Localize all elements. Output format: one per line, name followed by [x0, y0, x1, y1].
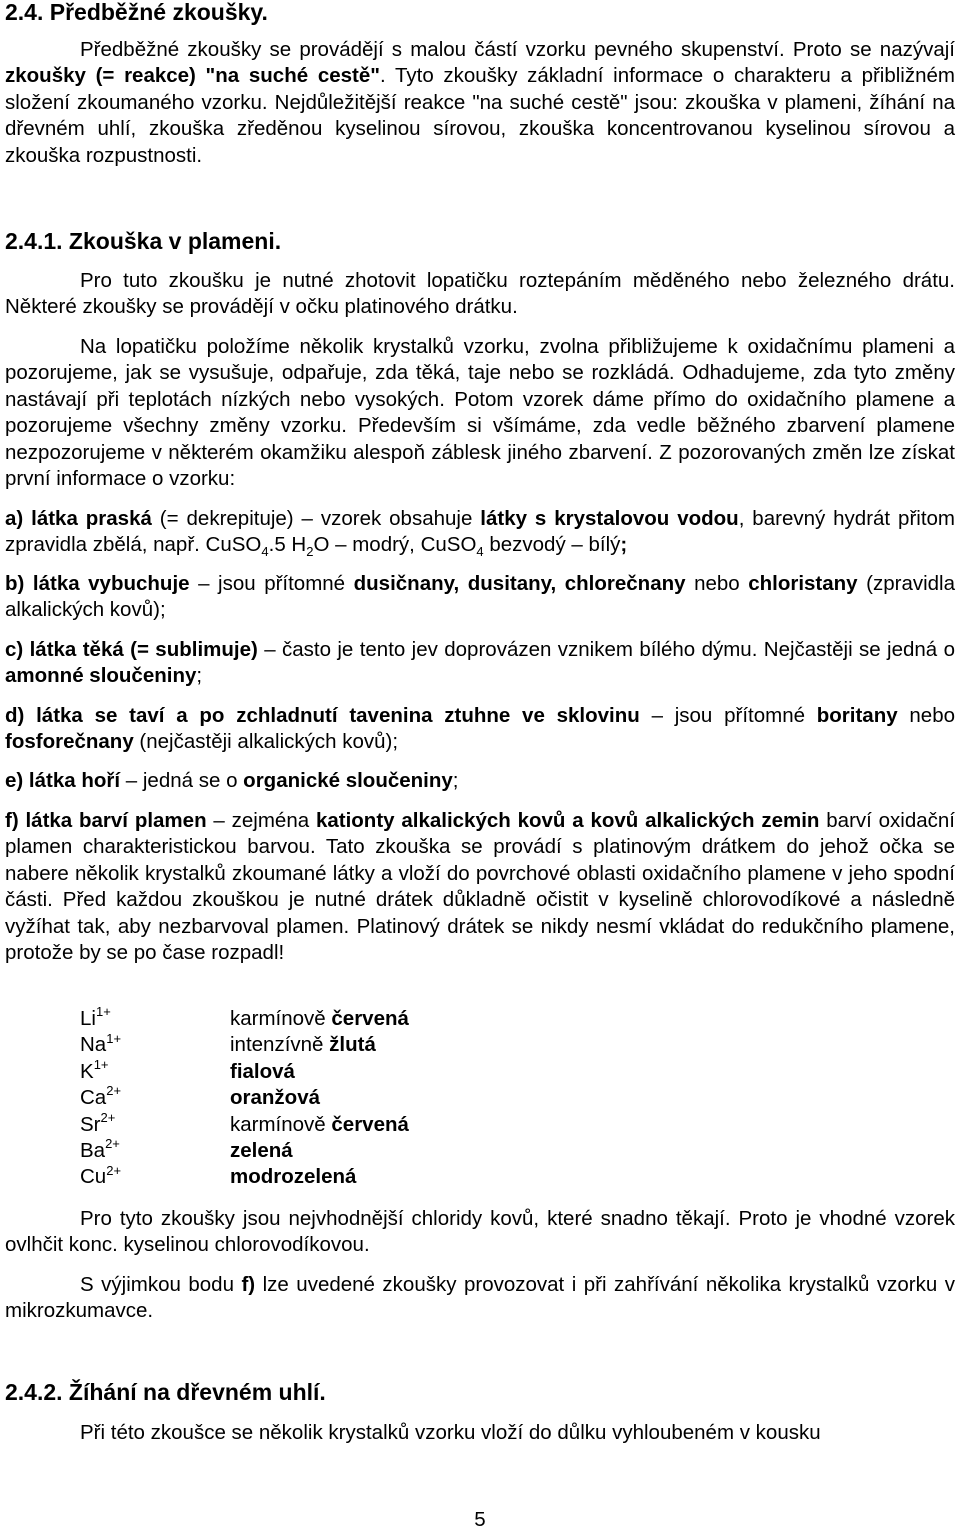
- list-item-b: b) látka vybuchuje – jsou přítomné dusičnany, dusitany, chlorečnany nebo chloristany (zpravidla alkalických kovů);: [5, 572, 956, 622]
- subsection-1-paragraph-4: S výjimkou bodu f) lze uvedené zkoušky provozovat i při zahřívání několika krystalků vzorku v mikrozkumavce.: [5, 1273, 955, 1323]
- subsection-1-heading: 2.4.1. Zkouška v plameni.: [5, 228, 282, 254]
- list-item-c: c) látka těká (= sublimuje) – často je tento jev doprovázen vznikem bílého dýmu. Nejčastěji se jedná o amonné sloučeniny;: [5, 638, 955, 688]
- intro-text-1: Předběžné zkoušky se provádějí s malou částí vzorku pevného skupenství. Proto se nazývají: [80, 38, 955, 61]
- intro-bold-term: zkoušky (= reakce) "na suché cestě": [5, 64, 380, 88]
- list-item-a: a) látka praská (= dekrepituje) – vzorek obsahuje látky s krystalovou vodou, barevný hydrát přitom zpravidla zbělá, např. CuSO$_4$.5 $H_2O$ – modrý, CuSO$_4$ bezvodý – bílý;: [5, 507, 955, 560]
- intro-text-2: . Tyto zkoušky základní informace o charakteru a přibližném složení zkoumaného vzorku. Nejdůležitější reakce "na suché cestě" jsou: zkouška v plameni, žíhání na dřevném uhlí, zkouška zředěnou kyselinou sírovou, zkouška koncentrovanou kyselinou sírovou a zkouška rozpustnosti.: [5, 64, 955, 167]
- subsection-1-paragraph-2: Na lopatičku položíme několik krystalků vzorku, zvolna přibližujeme k oxidačnímu plameni a pozorujeme, jak se vysušuje, odpařuje, zda těká, taje nebo se rozkládá. Odhadujeme, zda tyto změny nastávají při teplotách nízkých nebo vysokých. Potom vzorek dáme přímo do oxidačního plamene a pozorujeme všechny změny vzorku. Především si všímáme, zda vedle běžného zbarvení plamene nezpozorujeme v některém okamžiku alespoň záblesk jiného zbarvení. Z pozorovaných změn lze získat první informace o vzorku:: [5, 335, 955, 491]
- subsection-1-paragraph-1: Pro tuto zkoušku je nutné zhotovit lopatičku roztepáním měděného nebo železného drátu. Některé zkoušky se provádějí v očku platinového drátku.: [5, 269, 955, 319]
- subsection-2-paragraph-1: Při této zkoušce se několik krystalků vzorku vloží do důlku vyhloubeném v kousku: [80, 1421, 821, 1444]
- page-number: 5: [474, 1508, 486, 1531]
- subsection-2-heading: 2.4.2. Žíhání na dřevném uhlí.: [5, 1379, 326, 1405]
- section-intro-paragraph: [5, 37, 955, 169]
- section-heading: 2.4. Předběžné zkoušky.: [5, 0, 268, 25]
- list-item-e: e) látka hoří – jedná se o organické sloučeniny;: [5, 769, 459, 792]
- subsection-1-paragraph-3: Pro tyto zkoušky jsou nejvhodnější chloridy kovů, které snadno těkají. Proto je vhodné vzorek ovlhčit konc. kyselinou chlorovodíkovou.: [5, 1207, 955, 1257]
- list-item-d: d) látka se taví a po zchladnutí tavenina ztuhne ve sklovinu – jsou přítomné boritany nebo fosforečnany (nejčastěji alkalických kovů);: [5, 704, 956, 754]
- list-item-f: f) látka barví plamen – zejména kationty alkalických kovů a kovů alkalických zemin barví oxidační plamen charakteristickou barvou. Tato zkouška se provádí s platinovým drátkem do jehož očka se nabere několik krystalků zkoumané látky a vloží do povrchové oblasti oxidačního plamene v jeho spodní části. Před každou zkouškou je nutné drátek důkladně očistit v kyselině chlorovodíkové a následně vyžíhat tak, aby nezbarvoval plamen. Platinový drátek se nikdy nesmí vkládat do redukčního plamene, protože by se po čase rozpadl!: [5, 809, 956, 965]
